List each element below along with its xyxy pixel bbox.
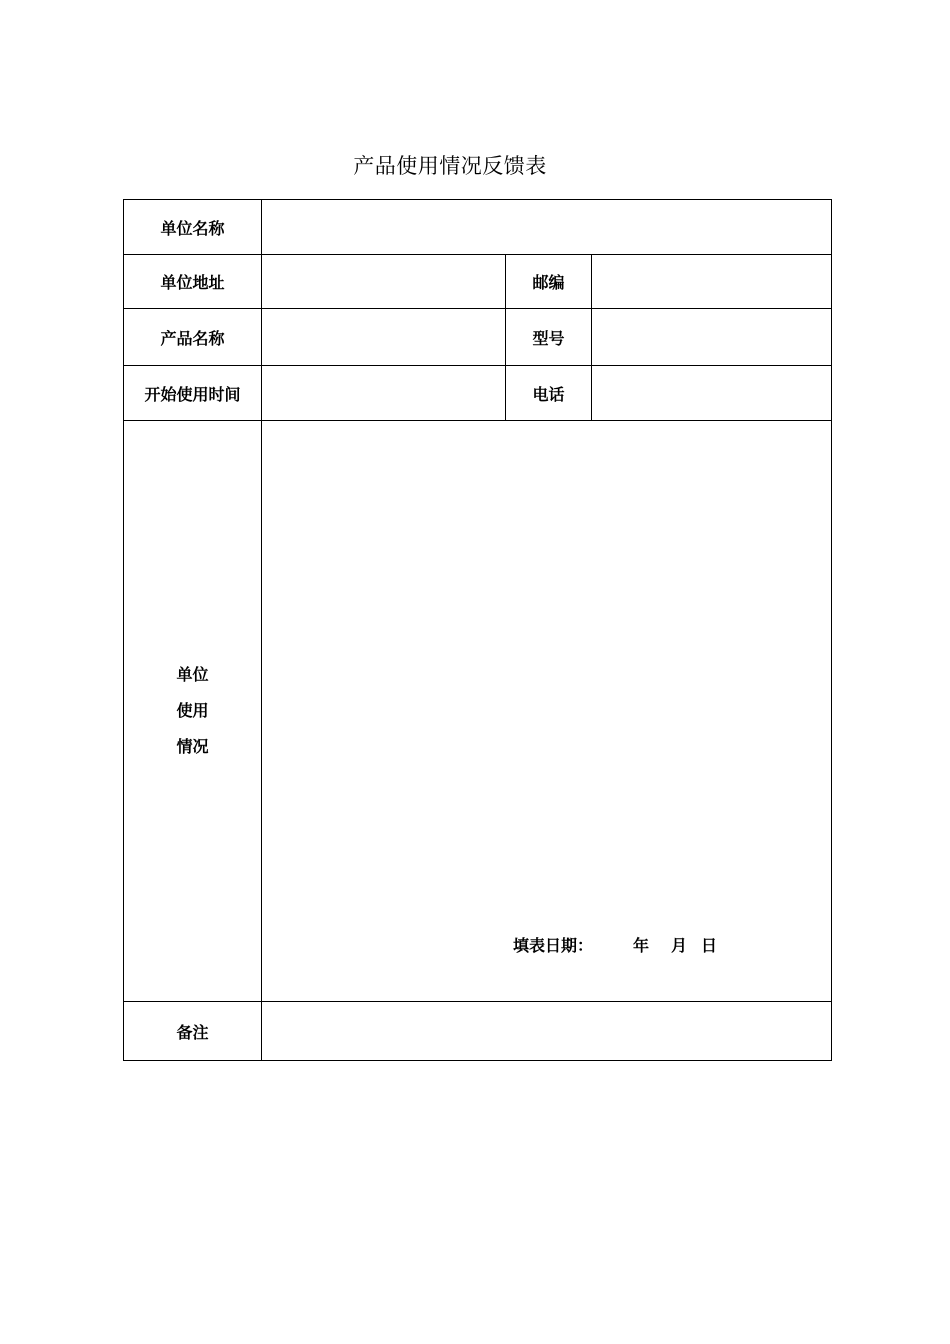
row-remarks [124,1002,832,1061]
unit-name-field[interactable] [262,200,832,255]
usage-label-line-2: 使用 [176,701,209,720]
row-unit-name [124,200,832,255]
product-name-field[interactable] [262,309,506,366]
usage-label-line-3: 情况 [176,737,209,756]
row-usage [124,421,832,1002]
usage-label-line-1: 单位 [176,665,209,684]
usage-field[interactable] [262,421,832,1002]
fill-date-label: 填表日期： [513,936,594,955]
fill-date-month: 月 [671,936,688,955]
model-field[interactable] [592,309,832,366]
phone-label: 电话 [506,366,592,421]
unit-address-field[interactable] [262,255,506,309]
model-label: 型号 [506,309,592,366]
row-product-name [124,309,832,366]
row-unit-address [124,255,832,309]
remarks-label: 备注 [124,1002,262,1061]
start-time-label: 开始使用时间 [124,366,262,421]
row-start-time [124,366,832,421]
fill-date-year: 年 [633,936,650,955]
fill-date-day: 日 [701,936,718,955]
phone-field[interactable] [592,366,832,421]
unit-address-label: 单位地址 [124,255,262,309]
product-name-label: 产品名称 [124,309,262,366]
postcode-label: 邮编 [506,255,592,309]
fill-date [513,933,717,956]
usage-label [124,421,262,1002]
postcode-field[interactable] [592,255,832,309]
remarks-field[interactable] [262,1002,832,1061]
unit-name-label: 单位名称 [124,200,262,255]
page-title: 产品使用情况反馈表 [353,154,547,178]
feedback-form-table [123,199,832,1061]
start-time-field[interactable] [262,366,506,421]
